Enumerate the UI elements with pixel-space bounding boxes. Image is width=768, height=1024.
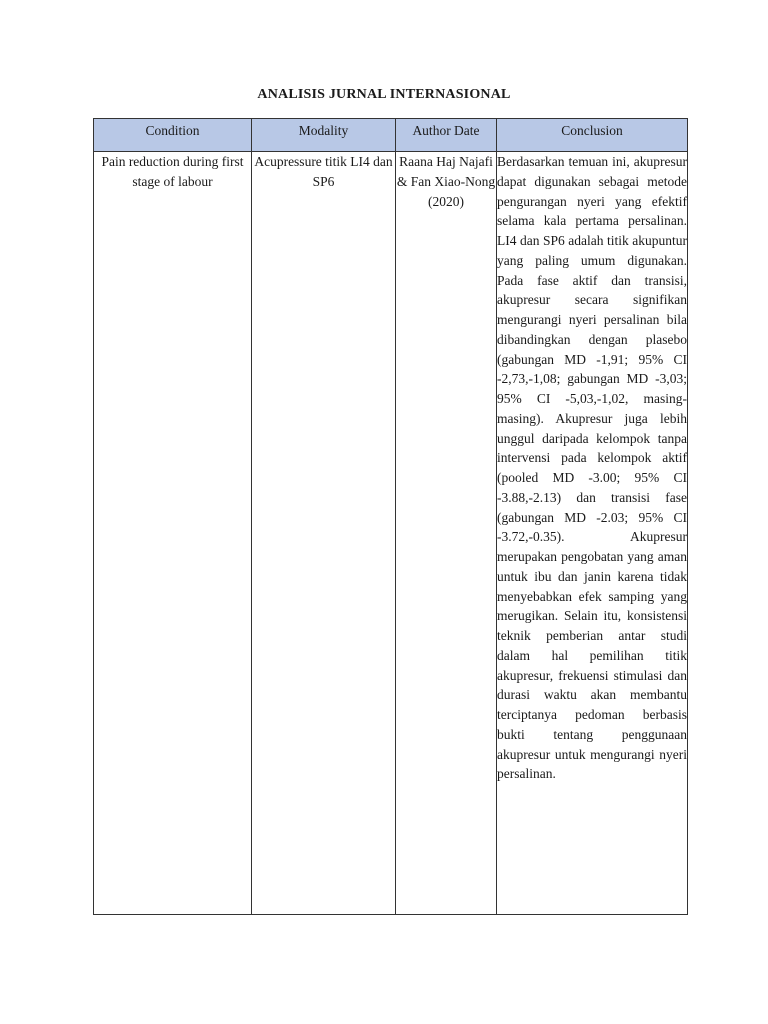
cell-condition: Pain reduction during first stage of labour xyxy=(94,152,252,915)
header-condition: Condition xyxy=(94,119,252,152)
header-author-date: Author Date xyxy=(396,119,497,152)
document-title: ANALISIS JURNAL INTERNASIONAL xyxy=(257,87,511,102)
journal-analysis-table xyxy=(93,118,688,915)
cell-modality: Acupressure titik LI4 dan SP6 xyxy=(252,152,396,915)
cell-conclusion: Berdasarkan temuan ini, akupresur dapat digunakan sebagai metode pengurangan nyeri yang efektif selama kala pertama persalinan. LI4 dan SP6 adalah titik akupuntur yang paling umum digunakan. Pada fase aktif dan transisi, akupresur secara signifikan mengurangi nyeri persalinan bila dibandingkan dengan plasebo (gabungan MD -1,91; 95% CI -2,73,-1,08; gabungan MD -3,03; 95% CI -5,03,-1,02, masing-masing). Akupresur juga lebih unggul daripada kelompok tanpa intervensi pada kelompok aktif (pooled MD -3.00; 95% CI -3.88,-2.13) dan transisi fase (gabungan MD -2.03; 95% CI -3.72,-0.35). Akupresur merupakan pengobatan yang aman untuk ibu dan janin karena tidak menyebabkan efek samping yang merugikan. Selain itu, konsistensi teknik pemberian antar studi dalam hal pemilihan titik akupresur, frekuensi stimulasi dan durasi waktu akan membantu terciptanya pedoman berbasis bukti tentang penggunaan akupresur untuk mengurangi nyeri persalinan. xyxy=(497,152,688,915)
header-modality: Modality xyxy=(252,119,396,152)
table-row xyxy=(94,152,688,915)
table-header-row xyxy=(94,119,688,152)
header-conclusion: Conclusion xyxy=(497,119,688,152)
cell-author-date: Raana Haj Najafi & Fan Xiao-Nong (2020) xyxy=(396,152,497,915)
